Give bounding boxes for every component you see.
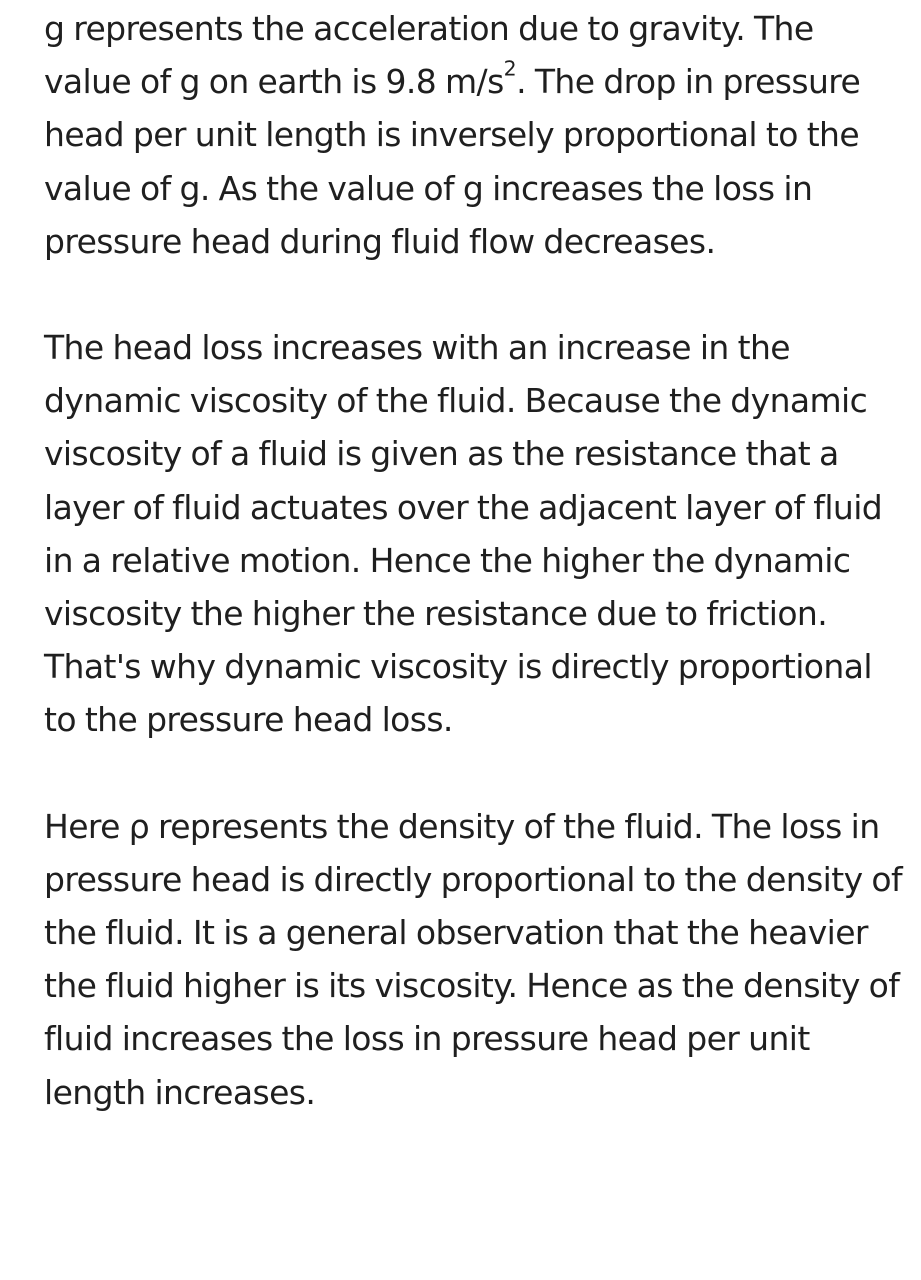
paragraph-density: Here ρ represents the density of the fluid. The loss in pressure head is directly proportional to the density of the fluid. It is a general observation that the heavier the fluid higher is its viscosity. Hence as the density of fluid increases the loss in pressure head per unit length increases. [44,806,903,1112]
paragraph-viscosity: The head loss increases with an increase in the dynamic viscosity of the fluid. Because the dynamic viscosity of a fluid is given as the resistance that a layer of fluid actuates over the adjacent layer of fluid in a relative motion. Hence the higher the dynamic viscosity the higher the resistance due to friction. That's why dynamic viscosity is directly proportional to the pressure head loss. [44,328,883,740]
paragraph-spacer [44,747,904,800]
paragraph-gravity [44,2,904,268]
document-body [44,2,904,1119]
paragraph-spacer [44,268,904,321]
paragraph-gravity-text-start: g represents the acceleration due to gravity. The value of g on earth is 9.8 m/s [44,9,814,102]
paragraph-gravity-text-end: . The drop in pressure head per unit length is inversely proportional to the value of g. As the value of g increases the loss in pressure head during fluid flow decreases. [44,62,861,261]
superscript-exponent: 2 [503,56,517,81]
